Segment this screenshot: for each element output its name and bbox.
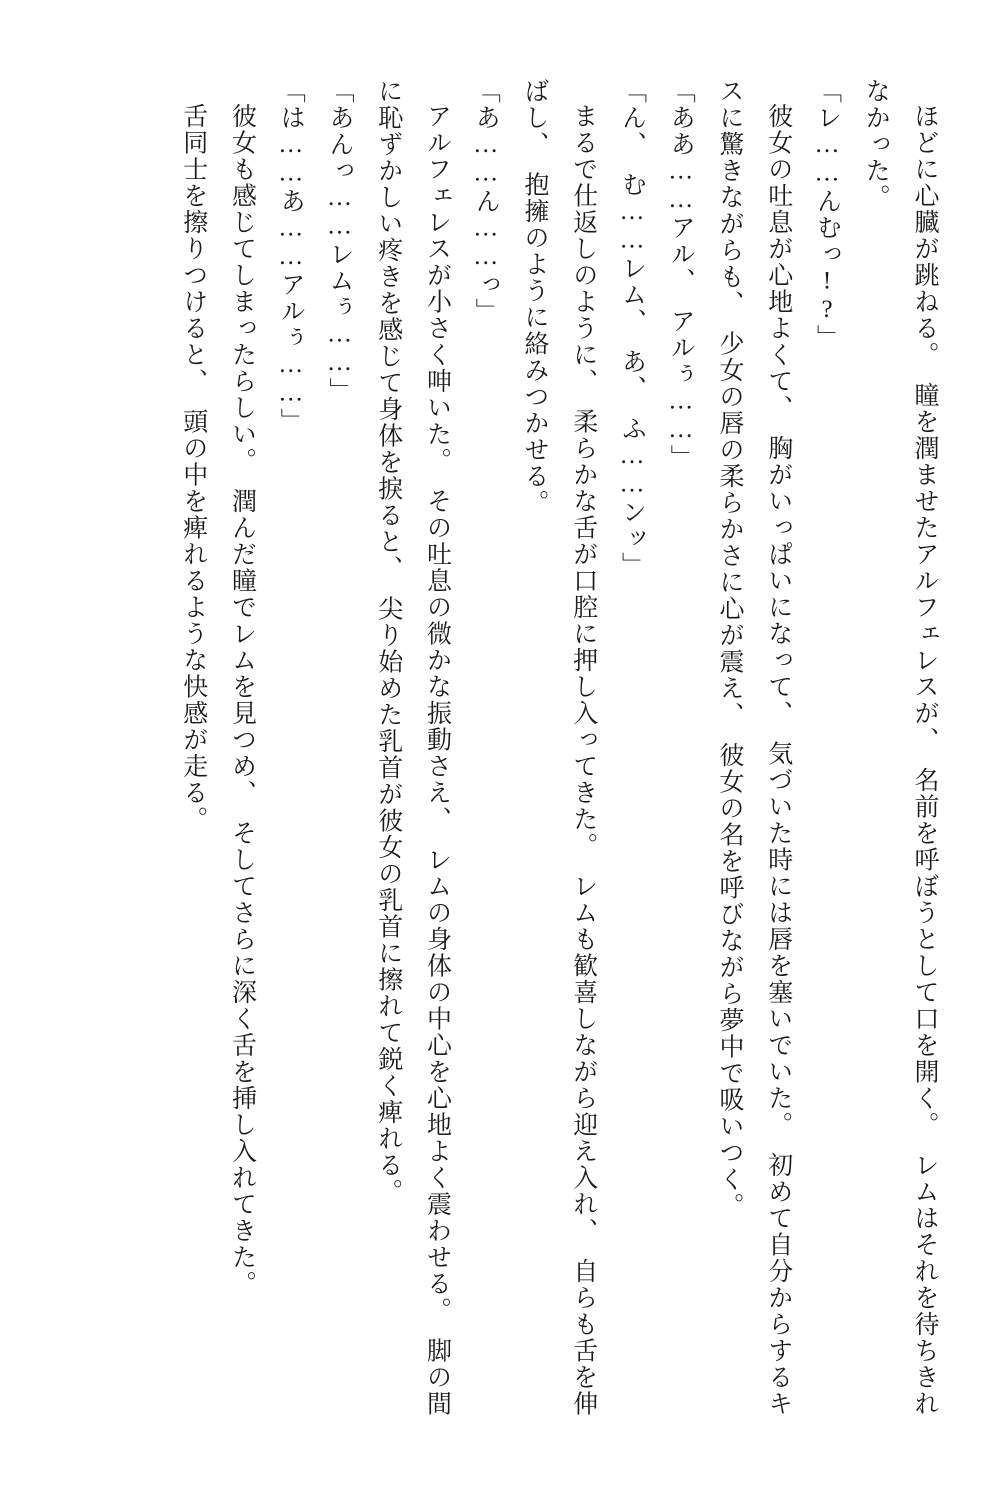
paragraph: まるで仕返しのように、 柔らかな舌が口腔に押し入ってきた。 レムも歓喜しながら迎え入れ、 自らも舌を伸ばし、 抱擁のように絡みつかせる。 — [521, 78, 597, 1417]
paragraph: 彼女の吐息が心地よくて、 胸がいっぱいになって、 気づいた時には唇を塞いでいた。 初めて自分からするキスに驚きながらも、 少女の唇の柔らかさに心が震え、 彼女の名を呼びながら夢中で吸いつく。 — [716, 78, 792, 1417]
paragraph-dialogue: 「レ……んむっ!?」 — [813, 78, 841, 351]
paragraph-dialogue: 「ん、 む……レム、 あ、 ふ……ンッ」 — [618, 78, 646, 579]
paragraph-dialogue: 「は……あ……アルぅ……」 — [277, 78, 305, 435]
paragraph-dialogue: 「あんっ……レムぅ……」 — [326, 78, 353, 404]
paragraph: ほどに心臓が跳ねる。 瞳を潤ませたアルフェレスが、 名前を呼ぼうとして口を開く。 レムはそれを待ちきれなかった。 — [862, 78, 938, 1417]
vertical-text-body — [52, 78, 948, 1428]
paragraph-dialogue: 「あ……ん……っ」 — [472, 78, 500, 325]
paragraph: アルフェレスが小さく呻いた。 その吐息の微かな振動さえ、 レムの身体の中心を心地よく震わせる。 脚の間に恥ずかしい疼きを感じて身体を捩ると、 尖り始めた乳首が彼女の乳首に擦れて鋭く痺れる。 — [374, 78, 451, 1417]
paragraph: 彼女も感じてしまったらしい。 潤んだ瞳でレムを見つめ、 そしてさらに深く舌を挿し入れてきた。 — [228, 103, 256, 1297]
paragraph-dialogue: 「ああ……アル、 アルぅ……」 — [667, 78, 695, 471]
paragraph: 舌同士を擦りつけると、 頭の中を痺れるような快感が走る。 — [179, 103, 207, 833]
